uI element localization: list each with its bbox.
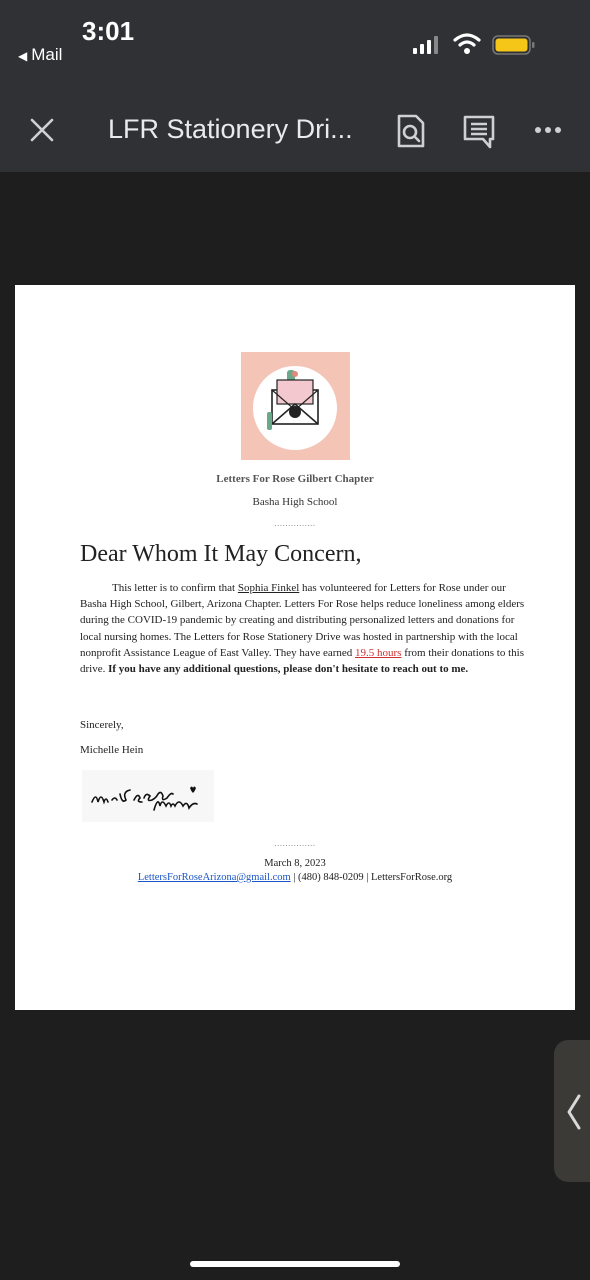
contact-line (15, 872, 575, 883)
home-indicator[interactable] (190, 1261, 400, 1267)
contact-details: | (480) 848-0209 | LettersForRose.org (290, 872, 453, 883)
letter-date: March 8, 2023 (264, 858, 326, 869)
signer-name: Michelle Hein (80, 744, 144, 756)
salutation: Dear Whom It May Concern, (80, 541, 362, 567)
close-icon[interactable] (24, 112, 60, 148)
top-bar (0, 0, 590, 172)
find-in-page-icon[interactable] (394, 112, 428, 150)
back-triangle-icon: ◀ (18, 49, 28, 63)
school-name: Basha High School (252, 496, 338, 508)
document-page (15, 285, 575, 1010)
letters-for-rose-logo (241, 352, 350, 460)
cellular-signal-icon (412, 34, 442, 56)
back-mail-label: Mail (31, 45, 63, 64)
status-time: 3:01 (82, 16, 135, 46)
email-link[interactable]: LettersForRoseArizona@gmail.com (137, 872, 291, 883)
back-to-mail-link[interactable] (18, 45, 62, 65)
chapter-name: Letters For Rose Gilbert Chapter (216, 473, 374, 485)
handwritten-signature (82, 770, 214, 822)
divider-dots: ............... (274, 518, 316, 528)
sign-off: Sincerely, (80, 719, 124, 731)
document-title: LFR Stationery Dri... (108, 114, 353, 144)
body-part-2: has volunteered for Letters for Rose under our Basha High School, Gilbert, Arizona Chapter. Letters For Rose helps reduce loneliness among elders during the COVID-19 pandemic by creating and distributing personalized letters and donations for local nursing homes. The Letters for Rose Stationery Drive was hosted in partnership with the local nonprofit Assistance League of East Valley. They have earned (80, 582, 525, 659)
envelope-logo-icon (241, 352, 350, 460)
side-panel-handle[interactable] (554, 1040, 590, 1182)
more-icon[interactable] (534, 120, 564, 140)
body-part-3: from their donations to this drive. (80, 646, 524, 676)
signature-image (82, 770, 214, 822)
divider-dots-footer: ............... (274, 838, 316, 848)
chevron-left-icon (564, 1092, 584, 1132)
status-icons (412, 30, 542, 60)
letter-body (80, 580, 525, 677)
wifi-icon (452, 32, 482, 56)
battery-icon (492, 34, 536, 56)
body-part-1: This letter is to confirm that (112, 582, 238, 594)
volunteer-name: Sophia Finkel (237, 582, 300, 594)
comment-icon[interactable] (462, 114, 496, 150)
hours-earned: 19.5 hours (355, 646, 402, 659)
closing-request: If you have any additional questions, please don't hesitate to reach out to me. (108, 663, 469, 676)
